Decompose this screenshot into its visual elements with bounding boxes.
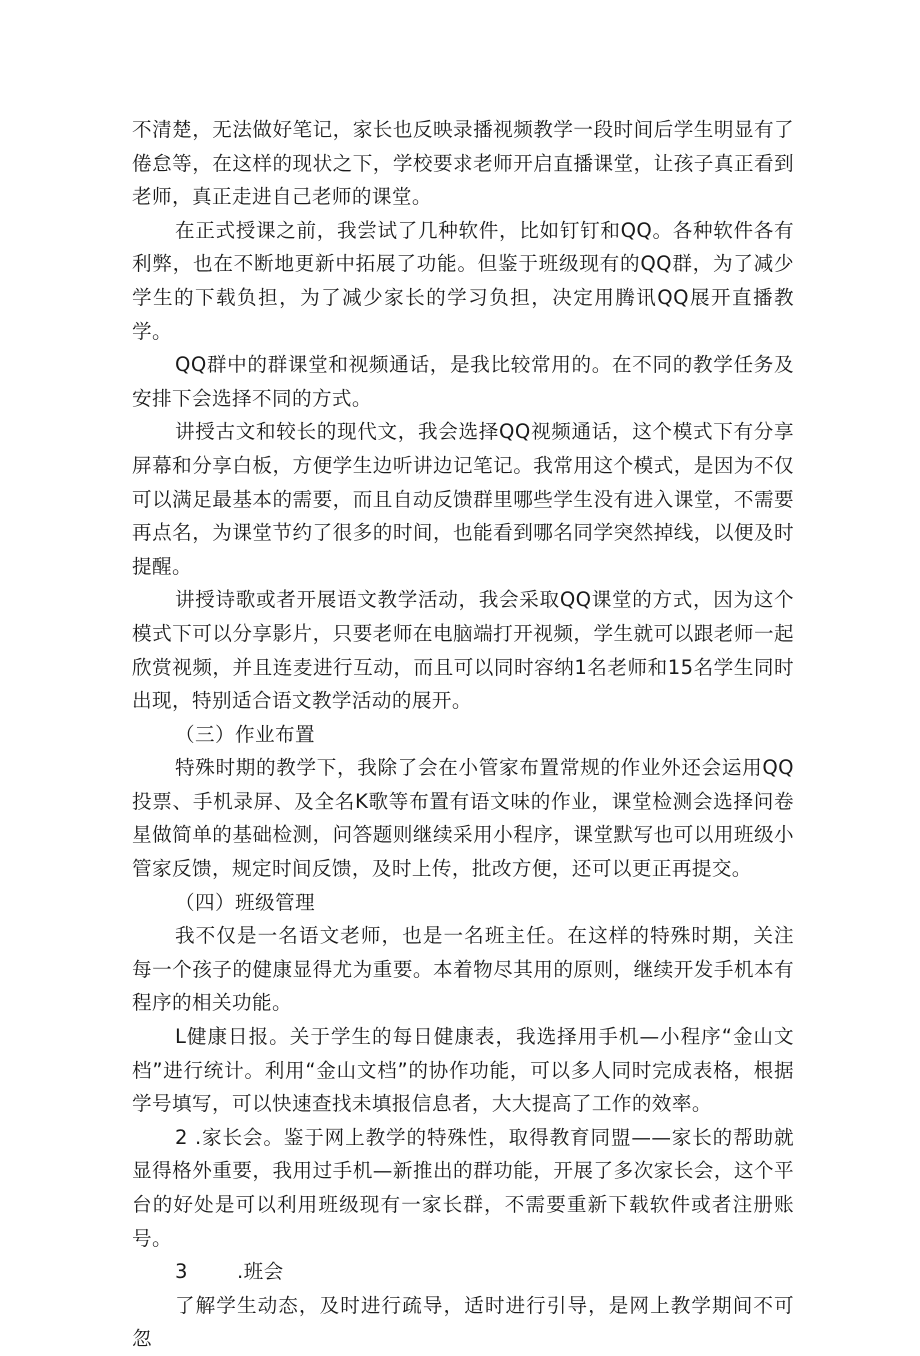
- paragraph-homework: 特殊时期的教学下，我除了会在小管家布置常规的作业外还会运用QQ投票、手机录屏、及全名K歌等布置有语文味的作业，课堂检测会选择问卷星做简单的基础检测，问答题则继续采用小程序，课堂默写也可以用班级小管家反馈，规定时间反馈，及时上传，批改方便，还可以更正再提交。: [132, 756, 794, 881]
- list-item-class-meeting: [132, 1255, 794, 1289]
- paragraph-student-dynamics: 了解学生动态，及时进行疏导，适时进行引导，是网上教学期间不可忽: [132, 1293, 794, 1351]
- paragraph-video-call: 讲授古文和较长的现代文，我会选择QQ视频通话，这个模式下有分享屏幕和分享白板，方便学生边听讲边记笔记。我常用这个模式，是因为不仅可以满足最基本的需要，而且自动反馈群里哪些学生没有进入课堂，不需要再点名，为课堂节约了很多的时间，也能看到哪名同学突然掉线，以便及时提醒。: [132, 420, 794, 578]
- heading-homework: （三）作业布置: [175, 722, 315, 746]
- paragraph-qq-classroom: 讲授诗歌或者开展语文教学活动，我会采取QQ课堂的方式，因为这个模式下可以分享影片，只要老师在电脑端打开视频，学生就可以跟老师一起欣赏视频，并且连麦进行互动，而且可以同时容纳1名老师和15名学生同时出现，特别适合语文教学活动的展开。: [132, 588, 794, 713]
- paragraph-software-choice: 在正式授课之前，我尝试了几种软件，比如钉钉和QQ。各种软件各有利弊，也在不断地更新中拓展了功能。但鉴于班级现有的QQ群，为了减少学生的下载负担，为了减少家长的学习负担，决定用腾讯QQ展开直播教学。: [132, 218, 794, 343]
- list-item-parent-meeting: 2 .家长会。鉴于网上教学的特殊性，取得教育同盟——家长的帮助就显得格外重要，我用过手机—新推出的群功能，开展了多次家长会，这个平台的好处是可以利用班级现有一家长群，不需要重新下载软件或者注册账号。: [132, 1125, 794, 1250]
- list-item-number: 3: [175, 1260, 188, 1284]
- heading-class-management: （四）班级管理: [175, 890, 315, 914]
- paragraph-qq-group: QQ群中的群课堂和视频通话，是我比较常用的。在不同的教学任务及安排下会选择不同的方式。: [132, 353, 794, 410]
- paragraph-class-management: 我不仅是一名语文老师，也是一名班主任。在这样的特殊时期，关注每一个孩子的健康显得尤为重要。本着物尽其用的原则，继续开发手机本有程序的相关功能。: [132, 924, 794, 1015]
- paragraph-continued: 不清楚，无法做好笔记，家长也反映录播视频教学一段时间后学生明显有了倦怠等，在这样的现状之下，学校要求老师开启直播课堂，让孩子真正看到老师，真正走进自己老师的课堂。: [132, 118, 794, 209]
- list-item-health-report: L健康日报。关于学生的每日健康表，我选择用手机—小程序“金山文档”进行统计。利用“金山文档”的协作功能，可以多人同时完成表格，根据学号填写，可以快速查找未填报信息者，大大提高了工作的效率。: [132, 1025, 794, 1116]
- text-column: [132, 113, 794, 1356]
- list-item-label: .班会: [237, 1260, 284, 1284]
